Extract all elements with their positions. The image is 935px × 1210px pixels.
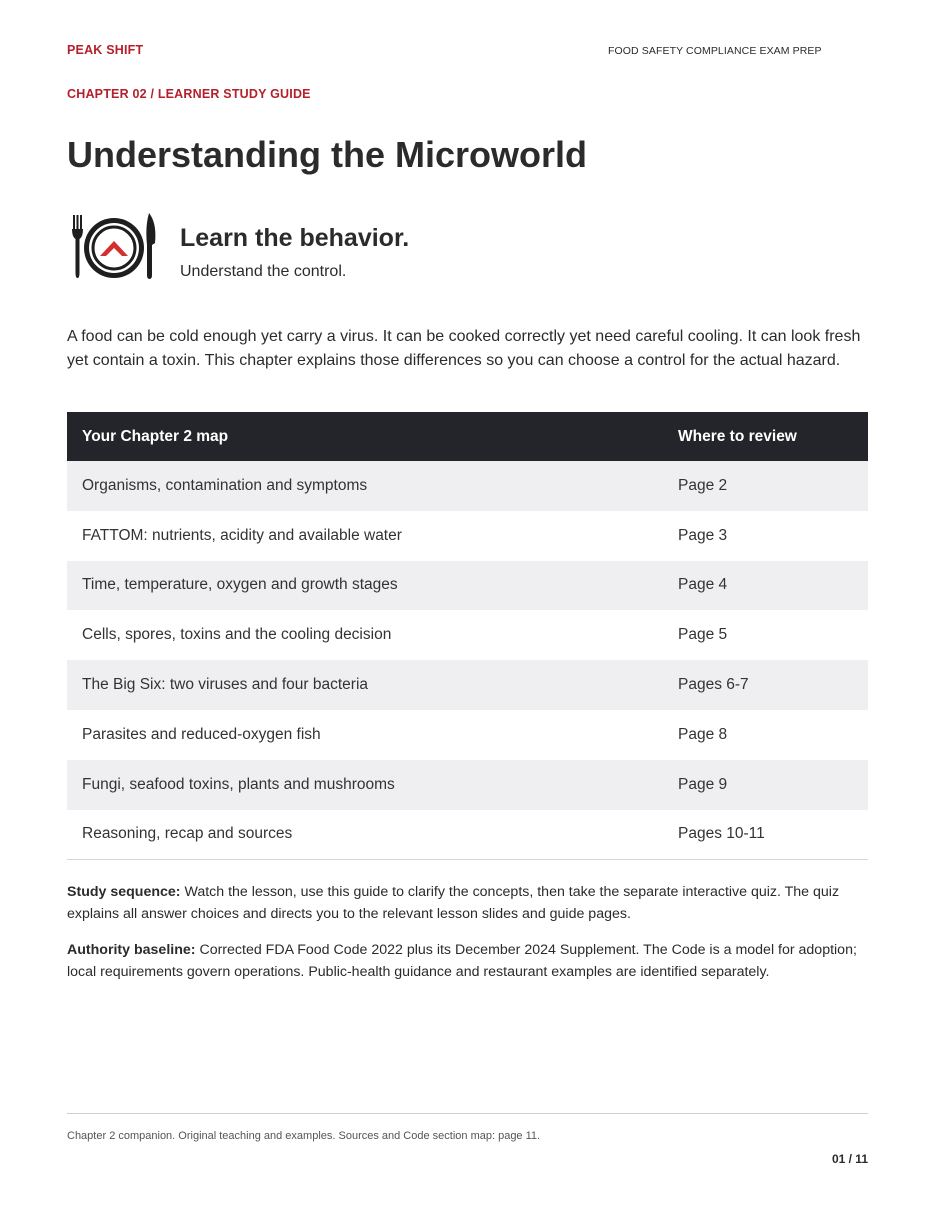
- note-text: Corrected FDA Food Code 2022 plus its December 2024 Supplement. The Code is a model for adoption; local requirements govern operations. Public-health guidance and restaurant examples are identified separately.: [67, 942, 857, 980]
- table-row: [67, 660, 868, 710]
- table-row: [67, 710, 868, 760]
- table-header-row: [67, 412, 868, 461]
- page-title: Understanding the Microworld: [67, 134, 588, 175]
- page-cell: Page 4: [663, 561, 868, 611]
- column-header-topic: Your Chapter 2 map: [67, 412, 663, 461]
- page-cell: Page 2: [663, 461, 868, 511]
- plate-fork-knife-icon: [67, 205, 159, 293]
- page-cell: Pages 6-7: [663, 660, 868, 710]
- intro-paragraph: A food can be cold enough yet carry a virus. It can be cooked correctly yet need careful cooling. It can look fresh yet contain a toxin. This chapter explains those differences so you can choose a control for the actual hazard.: [67, 328, 861, 369]
- note-label: Authority baseline:: [67, 942, 196, 958]
- chapter-map-table: [67, 412, 868, 860]
- table-row: [67, 511, 868, 561]
- column-header-page: Where to review: [663, 412, 868, 461]
- table-row: [67, 610, 868, 660]
- topic-cell: Cells, spores, toxins and the cooling decision: [82, 626, 392, 644]
- topic-cell: The Big Six: two viruses and four bacteria: [67, 660, 663, 710]
- topic-cell: Time, temperature, oxygen and growth stages: [67, 561, 663, 611]
- page-cell: Page 9: [663, 760, 868, 810]
- brand-name: PEAK SHIFT: [67, 43, 144, 57]
- document-type: FOOD SAFETY COMPLIANCE EXAM PREP: [608, 45, 822, 57]
- table-row: [67, 760, 868, 810]
- page-number: 01 / 11: [831, 1152, 868, 1166]
- page-cell: Page 8: [678, 725, 728, 743]
- table-row: [67, 461, 868, 511]
- topic-cell: Fungi, seafood toxins, plants and mushrooms: [67, 760, 663, 810]
- topic-cell: FATTOM: nutrients, acidity and available water: [82, 526, 402, 544]
- tagline-heading: Learn the behavior.: [180, 224, 410, 252]
- table-row: [67, 561, 868, 611]
- study-sequence-note: [67, 881, 872, 925]
- tagline-subheading: Understand the control.: [180, 263, 347, 280]
- topic-cell: Organisms, contamination and symptoms: [67, 461, 663, 511]
- page-cell: Pages 10-11: [663, 810, 868, 860]
- topic-cell: Reasoning, recap and sources: [67, 810, 663, 860]
- page-cell: Page 5: [678, 626, 728, 644]
- note-text: Watch the lesson, use this guide to clarify the concepts, then take the separate interactive quiz. The quiz explains all answer choices and directs you to the relevant lesson slides and guide pages.: [67, 884, 840, 922]
- chapter-label: CHAPTER 02 / LEARNER STUDY GUIDE: [67, 87, 311, 101]
- topic-cell: Parasites and reduced-oxygen fish: [82, 725, 321, 743]
- footer-note: Chapter 2 companion. Original teaching and examples. Sources and Code section map: page 11.: [67, 1130, 541, 1142]
- note-label: Study sequence:: [67, 884, 181, 900]
- table-row: [67, 810, 868, 860]
- page-cell: Page 3: [678, 526, 728, 544]
- footer-divider: [67, 1113, 868, 1114]
- authority-baseline-note: [67, 939, 872, 983]
